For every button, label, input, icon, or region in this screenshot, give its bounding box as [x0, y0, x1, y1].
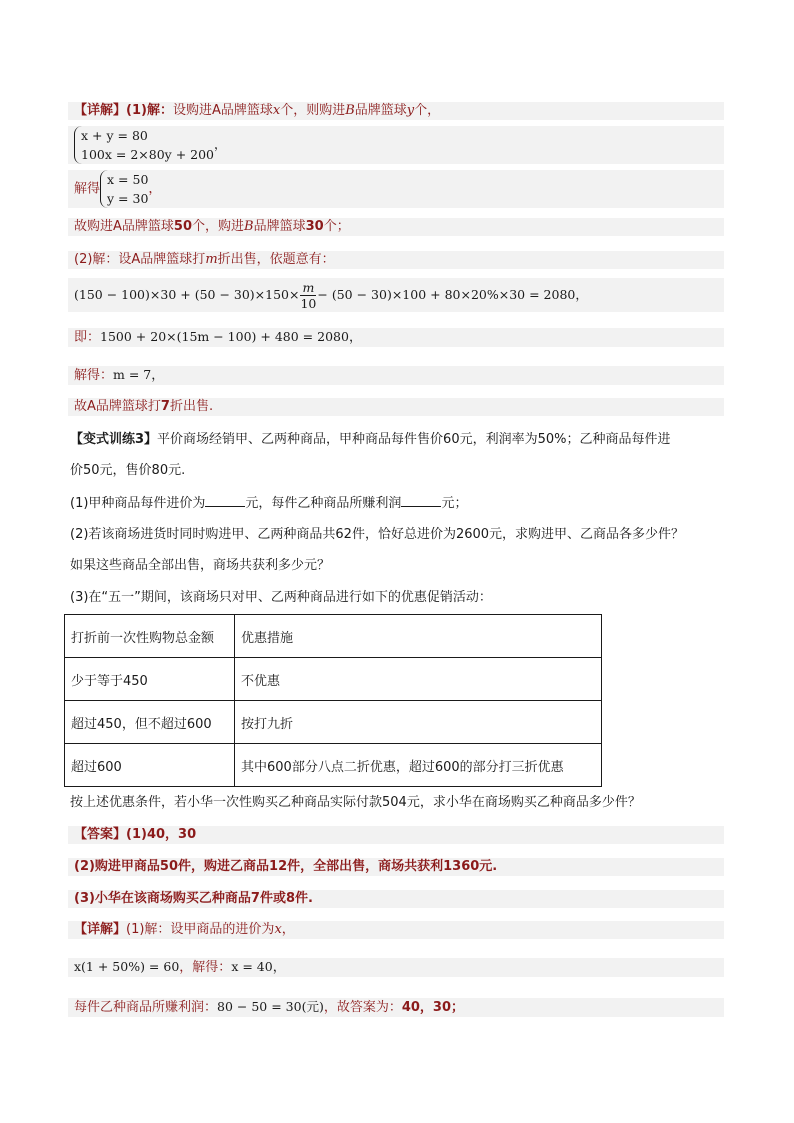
- punct: ，: [214, 136, 227, 152]
- text: 每件乙种商品所赚利润：: [74, 1000, 218, 1015]
- text: 折出售.: [169, 399, 214, 414]
- punct: ，: [151, 368, 165, 383]
- answer-1-line: [68, 218, 724, 236]
- text: ，故答案为：: [323, 1000, 402, 1015]
- problem-tag: 【变式训练3】: [70, 432, 158, 447]
- detail-2-profit: [68, 998, 724, 1017]
- table-header-cell: 打折前一次性购物总金额: [65, 615, 235, 658]
- punct: ，: [575, 287, 588, 302]
- var-b: B: [244, 219, 254, 234]
- equation-long: [68, 278, 724, 312]
- number: 50: [173, 219, 192, 234]
- equation: x = 50: [107, 172, 149, 187]
- equation: y = 30: [107, 191, 149, 206]
- equation: 100x = 2×80y + 200: [81, 147, 215, 162]
- punct: ，: [281, 922, 295, 937]
- text: (1)甲种商品每件进价为: [70, 496, 206, 511]
- detail-tag: 【详解】: [74, 103, 127, 118]
- table-cell: 超过600: [65, 744, 235, 787]
- text: 折出售，依题意有：: [217, 252, 335, 267]
- system-brace: [74, 126, 214, 164]
- detail-1-intro: [68, 102, 724, 120]
- equation: 1500 + 20×(15m − 100) + 480 = 2080: [100, 329, 349, 344]
- question-2-line-2: 如果这些商品全部出售，商场共获利多少元？: [70, 558, 331, 573]
- answer-text: (1)40，30: [126, 827, 197, 842]
- text: 设购进A品牌篮球: [172, 103, 273, 118]
- punct: ，: [348, 330, 362, 345]
- table-cell: 按打九折: [235, 701, 602, 744]
- text: 品牌篮球: [253, 219, 306, 234]
- problem-line-2: 价50元，售价80元.: [70, 463, 186, 478]
- solve-system-1: [68, 170, 724, 208]
- number: 7: [160, 399, 170, 414]
- punct: ，: [272, 960, 286, 975]
- text: 个，: [414, 103, 441, 118]
- table-row: [65, 701, 602, 744]
- promotion-table: [64, 614, 602, 787]
- part-2-intro: [68, 251, 724, 269]
- text: 平价商场经销甲、乙两种商品，甲种商品每件售价60元，利润率为50%；乙种商品每件进: [157, 432, 671, 447]
- detail-tag: 【详解】: [74, 922, 127, 937]
- text: (1)解：设甲商品的进价为: [126, 922, 275, 937]
- answer-2-line: [68, 398, 724, 416]
- question-1: [70, 494, 726, 513]
- question-3-text: 按上述优惠条件，若小华一次性购买乙种商品实际付款504元，求小华在商场购买乙种商品多少件？: [70, 795, 641, 810]
- table-row: [65, 615, 602, 658]
- punct: ，: [148, 181, 162, 197]
- text: ，解得：: [179, 960, 232, 975]
- text: 故购进A品牌篮球: [74, 219, 174, 234]
- text: 元；: [441, 496, 468, 511]
- system-brace: [100, 170, 148, 208]
- text: 个，购进: [192, 219, 245, 234]
- number: 30: [305, 219, 324, 234]
- part-label: (1)解：: [126, 103, 173, 118]
- answer-line-2: (2)购进甲商品50件，购进乙商品12件，全部出售，商场共获利1360元.: [68, 858, 724, 876]
- question-2-line-1: (2)若该商场进货时同时购进甲、乙两种商品共62件，恰好总进价为2600元，求购进甲、乙商品各多少件？: [70, 527, 685, 542]
- var-b: B: [345, 103, 355, 118]
- equation-system-1: [68, 126, 724, 164]
- expr-left: (150 − 100)×30 + (50 − 30)×150×: [74, 287, 300, 302]
- text: 故A品牌篮球打: [74, 399, 161, 414]
- answer-line-1: [68, 826, 724, 844]
- var-y: y: [406, 103, 415, 118]
- answer-text: 40，30；: [401, 1000, 465, 1015]
- label: 解得：: [74, 368, 114, 383]
- answer-tag: 【答案】: [74, 827, 127, 842]
- var-x: x: [274, 922, 282, 937]
- answer-line-3: (3)小华在该商场购买乙种商品7件或8件.: [68, 890, 724, 908]
- equation: m = 7: [113, 367, 152, 382]
- var-x: x: [272, 103, 281, 118]
- equation: x + y = 80: [81, 128, 148, 143]
- text: (2)解：设A品牌篮球打: [74, 252, 206, 267]
- table-row: [65, 658, 602, 701]
- expr-right: − (50 − 30)×100 + 80×20%×30 = 2080: [317, 287, 576, 302]
- table-cell: 其中600部分八点二折优惠，超过600的部分打三折优惠: [235, 744, 602, 787]
- table-cell: 超过450，但不超过600: [65, 701, 235, 744]
- solve-2-line: [68, 366, 724, 385]
- problem-line-1: [70, 431, 726, 449]
- var-m: m: [205, 252, 218, 267]
- fraction: [300, 280, 316, 311]
- equation: 80 − 50 = 30(元): [217, 999, 324, 1014]
- text: 个；: [323, 219, 350, 234]
- text: 元，每件乙种商品所赚利润: [245, 496, 402, 511]
- equation: x = 40: [231, 959, 273, 974]
- answer-blank: [401, 494, 441, 507]
- equation-simplified: [68, 328, 724, 347]
- label: 即：: [74, 330, 101, 345]
- text: 品牌篮球: [354, 103, 407, 118]
- numerator: m: [300, 280, 316, 296]
- text: 个，则购进: [280, 103, 346, 118]
- table-row: [65, 744, 602, 787]
- equation: x(1 + 50%) = 60: [74, 959, 180, 974]
- question-3: (3)在“五一”期间，该商场只对甲、乙两种商品进行如下的优惠促销活动：: [70, 590, 492, 605]
- denominator: 10: [300, 296, 317, 311]
- detail-2-equation: [68, 958, 724, 977]
- detail-2-intro: [68, 921, 724, 939]
- table-cell: 不优惠: [235, 658, 602, 701]
- answer-blank: [205, 494, 245, 507]
- table-header-cell: 优惠措施: [235, 615, 602, 658]
- table-cell: 少于等于450: [65, 658, 235, 701]
- solve-label: 解得: [74, 181, 101, 197]
